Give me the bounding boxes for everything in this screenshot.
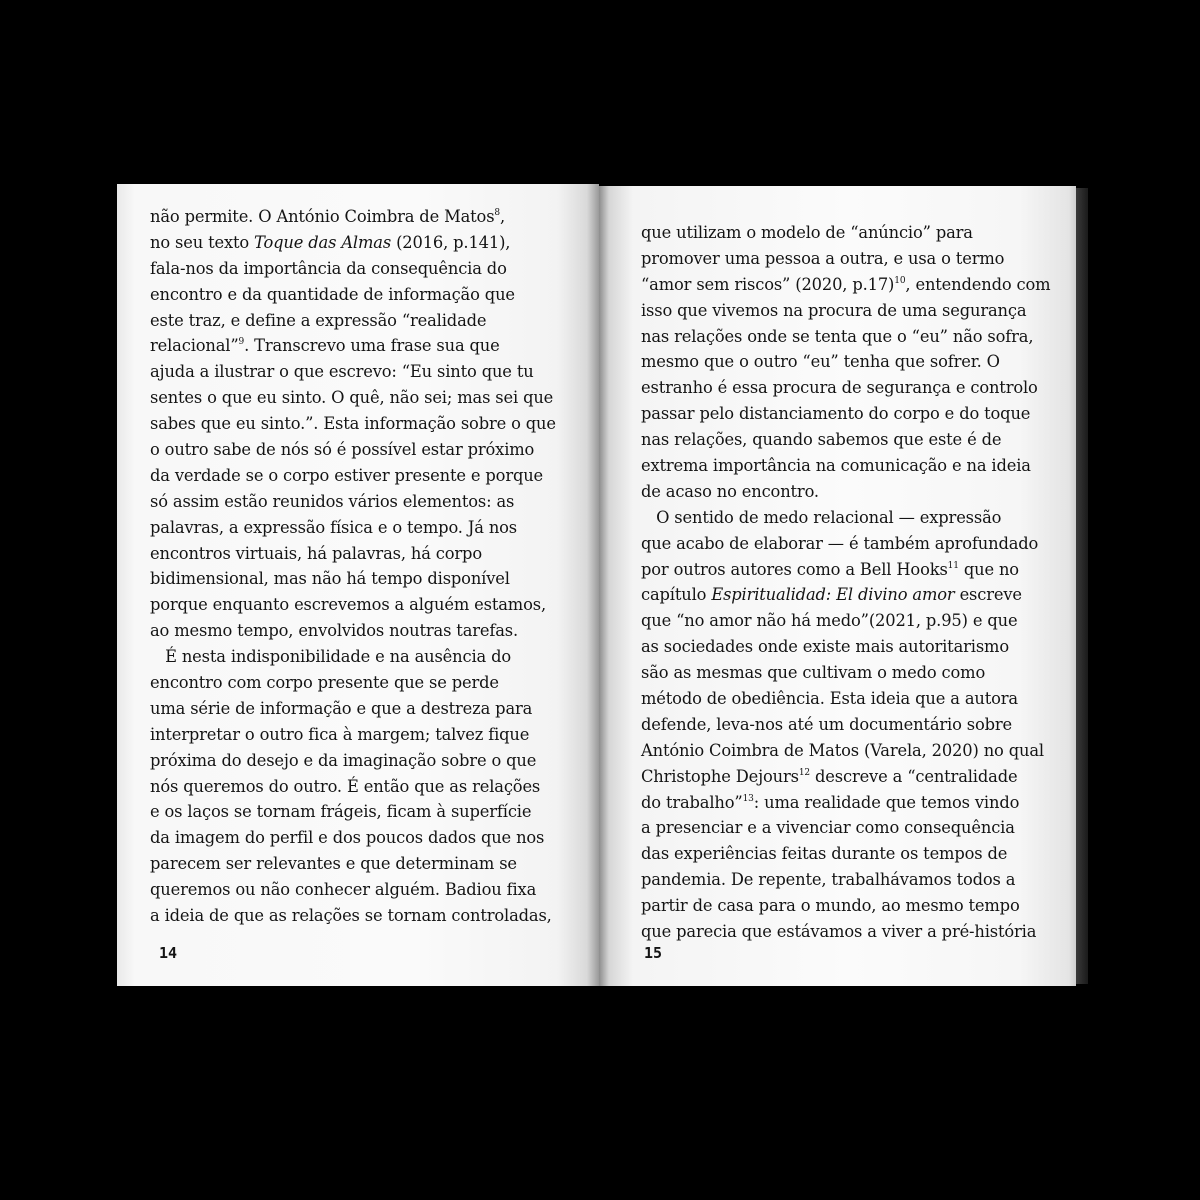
left-text-line: nós queremos do outro. É então que as relações [150,776,541,796]
left-text-line: só assim estão reunidos vários elementos: as [150,491,515,511]
footnote-marker: 12 [798,767,810,778]
left-text-line: palavras, a expressão física e o tempo. Já nos [150,517,518,537]
footnote-marker: 13 [742,793,754,804]
footnote-marker: 10 [894,275,906,286]
footnote-marker: 8 [494,208,500,218]
right-text-line: que “no amor não há medo”(2021, p.95) e que [641,611,1018,631]
left-text-line: e os laços se tornam frágeis, ficam à superfície [150,802,532,822]
left-text-line: porque enquanto escrevemos a alguém estamos, [150,595,546,615]
left-page-body [150,204,556,929]
right-text-line: extrema importância na comunicação e na ideia [641,456,1031,476]
right-text-line: O sentido de medo relacional — expressão [641,507,1002,527]
left-page [117,184,599,986]
right-text-line: mesmo que o outro “eu” tenha que sofrer. O [641,352,1000,372]
right-text-line: nas relações, quando sabemos que este é de [641,430,1002,450]
book-edge [1076,188,1088,984]
left-text-line: o outro sabe de nós só é possível estar próximo [150,440,535,460]
left-text-line: não permite. O António Coimbra de Matos$^8$, [150,207,506,226]
left-text-line: a ideia de que as relações se tornam controladas, [150,906,552,926]
left-text-line: sentes o que eu sinto. O quê, não sei; mas sei que [150,388,554,408]
right-text-line: Christophe Dejours$^{12}$ descreve a “centralidade [641,766,1018,786]
right-text-line: do trabalho”$^{13}$: uma realidade que temos vindo [641,792,1020,812]
left-text-line: uma série de informação e que a destreza para [150,698,533,718]
left-text-line: encontro com corpo presente que se perde [150,673,499,693]
right-text-line: de acaso no encontro. [641,481,819,501]
right-text-line: “amor sem riscos” (2020, p.17)$^{10}$, entendendo com [641,274,1051,294]
right-text-line: método de obediência. Esta ideia que a autora [641,689,1018,709]
left-text-line: É nesta indisponibilidade e na ausência do [150,647,512,667]
right-page-number: 15 [644,944,663,962]
left-text-line: sabes que eu sinto.”. Esta informação sobre o que [150,414,556,434]
right-text-line: que acabo de elaborar — é também aprofundado [641,533,1039,553]
left-text-line: bidimensional, mas não há tempo disponível [150,569,510,589]
right-text-line: capítulo Espiritualidad: El divino amor escreve [641,585,1022,605]
left-text-line: ajuda a ilustrar o que escrevo: “Eu sinto que tu [150,362,534,382]
right-text-line: promover uma pessoa a outra, e usa o termo [641,248,1005,268]
right-text-line: isso que vivemos na procura de uma segurança [641,300,1027,320]
right-text-line: estranho é essa procura de segurança e controlo [641,378,1038,398]
footnote-marker: 11 [947,560,959,571]
right-text-line: das experiências feitas durante os tempos de [641,844,1008,864]
left-text-line: da verdade se o corpo estiver presente e porque [150,465,544,485]
italic-title: Espiritualidad: El divino amor [711,585,955,605]
right-text-line: que parecia que estávamos a viver a pré-história [641,922,1037,942]
footnote-marker: 9 [238,337,245,348]
right-text-line: passar pelo distanciamento do corpo e do toque [641,404,1031,424]
left-text-line: da imagem do perfil e dos poucos dados que nos [150,828,545,848]
left-text-line: este traz, e define a expressão “realidade [150,310,487,330]
right-text-line: defende, leva-nos até um documentário sobre [641,714,1012,734]
left-text-line: relacional”$^9$. Transcrevo uma frase sua que [150,336,500,356]
left-text-line: encontro e da quantidade de informação que [150,284,515,304]
right-text-line: a presenciar e a vivenciar como consequência [641,818,1015,838]
left-text-line: encontros virtuais, há palavras, há corpo [150,543,482,563]
right-text-line: António Coimbra de Matos (Varela, 2020) no qual [641,740,1044,760]
left-text-line: no seu texto Toque das Almas (2016, p.141), [150,232,511,252]
right-text-line: partir de casa para o mundo, ao mesmo tempo [641,896,1020,916]
right-text-line: as sociedades onde existe mais autoritarismo [641,637,1009,657]
right-text-line: são as mesmas que cultivam o medo como [641,663,986,683]
left-text-line: queremos ou não conhecer alguém. Badiou fixa [150,880,537,900]
left-text-line: ao mesmo tempo, envolvidos noutras tarefas. [150,621,519,641]
left-text-line: fala-nos da importância da consequência do [150,258,507,278]
right-text-line: nas relações onde se tenta que o “eu” não sofra, [641,326,1034,346]
right-text-line: pandemia. De repente, trabalhávamos todos a [641,870,1016,890]
italic-title: Toque das Almas [254,232,392,252]
right-text-line: por outros autores como a Bell Hooks$^{11}$ que no [641,559,1019,579]
left-text-line: interpretar o outro fica à margem; talvez fique [150,724,530,744]
right-page [599,186,1076,986]
right-text-line: que utilizam o modelo de “anúncio” para [641,223,973,242]
left-text-line: próxima do desejo e da imaginação sobre o que [150,750,537,770]
left-text-line: parecem ser relevantes e que determinam se [150,854,517,874]
left-page-number: 14 [159,944,178,962]
right-page-body [641,220,1050,945]
